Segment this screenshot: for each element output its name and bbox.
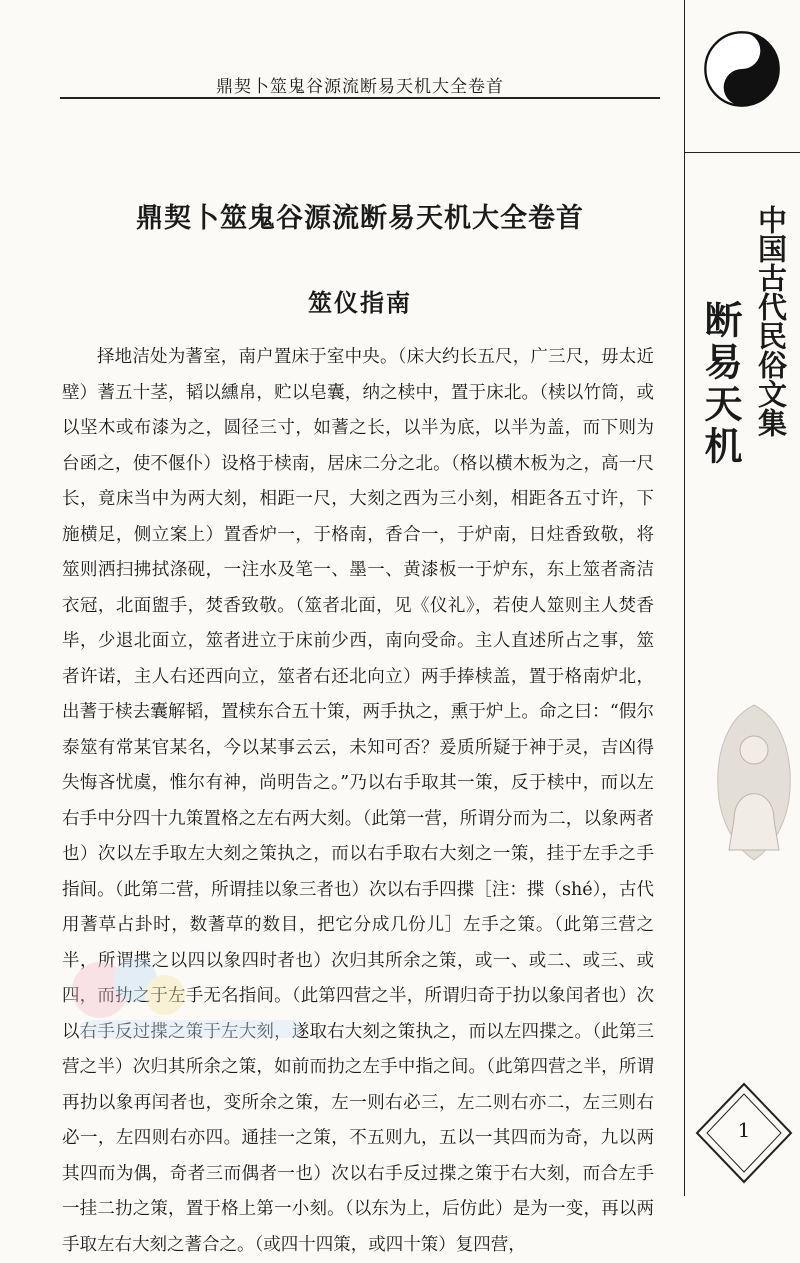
side-panel <box>684 0 800 1196</box>
taiji-icon <box>703 30 781 108</box>
chapter-title: 鼎契卜筮鬼谷源流断易天机大全卷首 <box>136 203 584 234</box>
watermark-graphic <box>60 950 320 1050</box>
body-paragraph: 择地洁处为蓍室，南户置床于室中央。（床大约长五尺，广三尺，毋太近壁）蓍五十茎，韬以纁帛，贮以皂囊，纳之椟中，置于床北。（椟以竹筒，或以坚木或布漆为之，圆径三寸，如蓍之长，以半为底，以半为盖，而下则为台函之，使不偃仆）设格于椟南，居床二分之北。（格以横木板为之，高一尺长，竟床当中为两大刻，相距一尺，大刻之西为三小刻，相距各五寸许，下施横足，侧立案上）置香炉一，于格南，香合一，于炉南，日炷香致敬，将筮则洒扫拂拭涤砚，一注水及笔一、墨一、黄漆板一于炉东，东上筮者斋洁衣冠，北面盥手，焚香致敬。（筮者北面，见《仪礼》，若使人筮则主人焚香毕，少退北面立，筮者进立于床前少西，南向受命。主人直述所占之事，筮者许诺，主人右还西向立，筮者右还北向立）两手捧椟盖，置于格南炉北，出蓍于椟去囊解韬，置椟东合五十策，两手执之，熏于炉上。命之曰：“假尔泰筮有常某官某名，今以某事云云，未知可否？爰质所疑于神于灵，吉凶得失悔吝忧虞，惟尔有神，尚明告之。”乃以右手取其一策，反于椟中，而以左右手中分四十九策置格之左右两大刻。（此第一营，所谓分而为二，以象两者也）次以左手取左大刻之策执之，而以右手取右大刻之一策，挂于左手之手指间。（此第二营，所谓挂以象三者也）次以右手四揲［注：揲（shé），古代用蓍草占卦时，数蓍草的数目，把它分成几份儿］左手之策。（此第三营之半，所谓揲之以四以象四时者也）次归其所余之策，或一、或二、或三、或四，而扐之于左手无名指间。（此第四营之半，所谓归奇于扐以象闰者也）次以右手反过揲之策于左大刻，遂取右大刻之策执之，而以左四揲之。（此第三营之半）次归其所余之策，如前而扐之左手中指之间。（此第四营之半，所谓再扐以象再闰者也，变所余之策，左一则右必三，左二则右亦二，左三则右必一，左四则右亦四。通挂一之策，不五则九，五以一其四而为奇，九以两其四而为偶，奇者三而偶者一也）次以右手反过揲之策于右大刻，而合左手一挂二扐之策，置于格上第一小刻。（以东为上，后仿此）是为一变，再以两手取左右大刻之蓍合之。（或四十四策，或四十策）复四营， <box>62 347 654 1255</box>
buddha-statue-icon <box>709 700 799 870</box>
header-rule <box>60 97 660 99</box>
section-title: 筮仪指南 <box>308 289 412 317</box>
page-number: 1 <box>737 1118 751 1142</box>
book-title: 断易天机 <box>698 300 743 468</box>
running-header: 鼎契卜筮鬼谷源流断易天机大全卷首 <box>216 77 504 97</box>
side-rule <box>685 152 800 153</box>
series-title: 中国古代民俗文集 <box>754 205 788 437</box>
